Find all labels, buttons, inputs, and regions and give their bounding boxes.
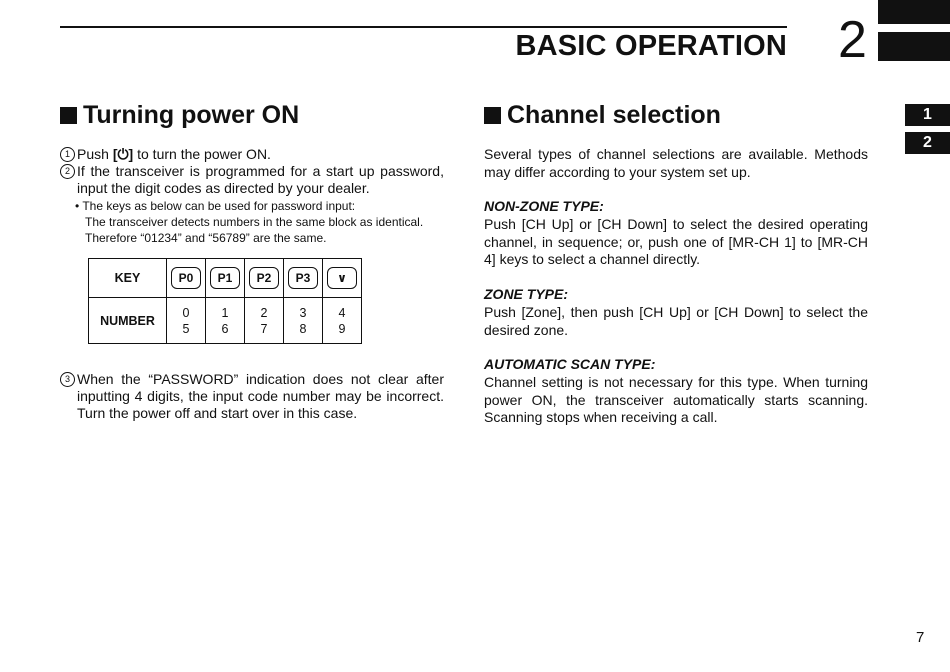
key-cell: [323, 259, 362, 298]
number-cell: [245, 298, 284, 344]
section-title-text: Turning power ON: [83, 101, 300, 129]
number-value: 5: [182, 321, 190, 336]
chapter-tab-bar-bottom: [878, 32, 950, 61]
bullet-line: The transceiver detects numbers in the same block as identical.: [85, 215, 424, 229]
key-p0-icon: P0: [171, 267, 201, 289]
subheading-non-zone: NON-ZONE TYPE:: [484, 198, 604, 214]
key-p3-icon: P3: [288, 267, 318, 289]
number-row: [89, 298, 362, 344]
power-key-icon: [⏻]: [112, 146, 134, 162]
step-text-post: to turn the power ON.: [133, 146, 271, 162]
subheading-auto-scan: AUTOMATIC SCAN TYPE:: [484, 356, 656, 372]
step-number: 1: [60, 147, 75, 162]
step-text: [60, 146, 444, 163]
step-number: 2: [60, 164, 75, 179]
square-bullet-icon: [484, 107, 501, 124]
subheading-zone: ZONE TYPE:: [484, 286, 569, 302]
key-cell: [245, 259, 284, 298]
number-value: 3: [299, 305, 307, 320]
step-3: [60, 371, 444, 422]
step-1: [60, 146, 444, 163]
number-value: 1: [221, 305, 229, 320]
bullet-line: • The keys as below can be used for password input:: [75, 199, 356, 213]
number-value: 9: [338, 321, 346, 336]
key-cell: [167, 259, 206, 298]
chapter-tab-1: 1: [905, 104, 950, 126]
key-down-icon: ∨: [327, 267, 357, 289]
section-title-text: Channel selection: [507, 101, 721, 129]
step-text: If the transceiver is programmed for a start up password, input the digit codes as directed by your dealer.: [77, 163, 444, 196]
key-p1-icon: P1: [210, 267, 240, 289]
non-zone-text: Push [CH Up] or [CH Down] to select the desired operating channel, in sequence; or, push one of [MR-CH 1] to [MR-CH 4] keys to select a channel directly.: [484, 216, 868, 267]
number-cell: [323, 298, 362, 344]
number-value: 2: [260, 305, 268, 320]
section-title-power: [60, 101, 299, 130]
step-number: 3: [60, 372, 75, 387]
key-p2-icon: P2: [249, 267, 279, 289]
section-title-channel: [484, 101, 721, 130]
number-value: 4: [338, 305, 346, 320]
page-number: 7: [916, 629, 925, 646]
number-cell: [167, 298, 206, 344]
number-value: 6: [221, 321, 229, 336]
auto-scan-text: Channel setting is not necessary for this type. When turning power ON, the transceiver automatically starts scanning. Scanning stops when receiving a call.: [484, 374, 868, 425]
step-text-pre: Push: [77, 146, 113, 162]
header-rule: [60, 26, 787, 28]
key-row: [89, 259, 362, 298]
key-header: KEY: [89, 259, 167, 298]
number-value: 8: [299, 321, 307, 336]
chapter-tab-bar-top: [878, 0, 950, 24]
number-value: 0: [182, 305, 190, 320]
chapter-number: 2: [838, 11, 867, 69]
square-bullet-icon: [60, 107, 77, 124]
zone-text: Push [Zone], then push [CH Up] or [CH Down] to select the desired zone.: [484, 304, 868, 338]
chapter-title: BASIC OPERATION: [515, 30, 787, 62]
key-cell: [284, 259, 323, 298]
number-cell: [284, 298, 323, 344]
channel-intro: Several types of channel selections are available. Methods may differ according to your system set up.: [484, 146, 868, 180]
bullet-note: [75, 198, 450, 246]
key-cell: [206, 259, 245, 298]
chapter-tab-2: 2: [905, 132, 950, 154]
number-header: NUMBER: [89, 298, 167, 344]
password-key-table: [88, 258, 362, 344]
number-cell: [206, 298, 245, 344]
step-text: When the “PASSWORD” indication does not clear after inputting 4 digits, the input code number may be incorrect. Turn the power off and start over in this case.: [77, 371, 444, 421]
bullet-line: Therefore “01234” and “56789” are the same.: [85, 231, 327, 245]
step-2: [60, 163, 444, 197]
number-value: 7: [260, 321, 268, 336]
